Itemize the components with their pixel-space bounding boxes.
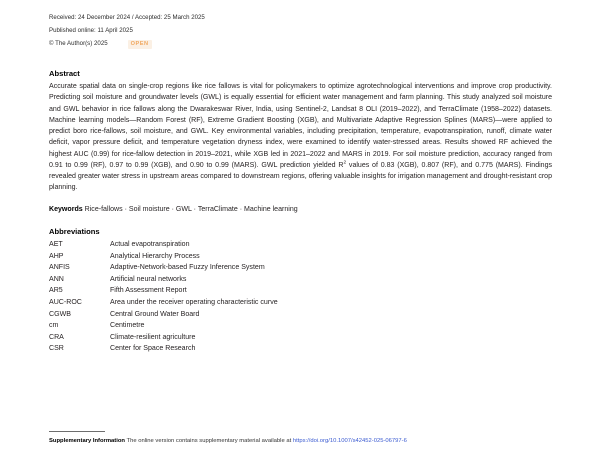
supplementary-text — [49, 437, 552, 446]
footer-divider — [49, 431, 105, 432]
abbreviation-definition: Fifth Assessment Report — [110, 287, 187, 295]
publication-dates — [49, 11, 552, 51]
received-accepted-line: Received: 24 December 2024 / Accepted: 25 March 2025 — [49, 14, 205, 21]
abbreviation-row — [49, 274, 552, 286]
keywords-list: Rice-fallows · Soil moisture · GWL · TerraClimate · Machine learning — [84, 206, 298, 214]
doi-link[interactable]: https://doi.org/10.1007/s42452-025-06797-6 — [292, 438, 407, 445]
copyright-line: © The Author(s) 2025 — [49, 40, 108, 48]
copyright-row — [49, 37, 552, 50]
keywords-section — [49, 204, 552, 215]
abbreviation-row — [49, 332, 552, 344]
abbreviation-term: ANFIS — [49, 264, 70, 272]
abbreviation-definition: Central Ground Water Board — [110, 310, 200, 318]
published-online-line: Published online: 11 April 2025 — [49, 27, 133, 35]
abbreviation-definition: Actual evapotranspiration — [110, 241, 190, 249]
abbreviation-row — [49, 309, 552, 321]
abbreviation-term: CGWB — [49, 310, 71, 318]
abbreviation-term: AHP — [49, 252, 64, 260]
abbreviation-definition: Adaptive-Network-based Fuzzy Inference System — [110, 264, 265, 272]
abstract-superscript: 2 — [343, 160, 347, 166]
abbreviation-definition: Centimetre — [110, 322, 145, 330]
abbreviation-term: AUC-ROC — [49, 299, 82, 307]
abbreviation-definition: Area under the receiver operating characteristic curve — [110, 299, 278, 307]
abbreviation-row — [49, 262, 552, 274]
abbreviation-definition: Artificial neural networks — [110, 275, 187, 283]
abstract-heading: Abstract — [49, 68, 80, 78]
abbreviation-definition: Center for Space Research — [110, 345, 196, 353]
abstract-text — [49, 81, 552, 194]
abbreviation-row — [49, 251, 552, 263]
abbreviation-term: CSR — [49, 345, 64, 353]
abbreviations-heading: Abbreviations — [49, 226, 100, 236]
supplementary-description: The online version contains supplementary material available at — [126, 438, 292, 445]
supplementary-label: Supplementary Information — [49, 438, 125, 445]
abbreviation-term: cm — [49, 322, 59, 330]
abstract-text-part-2: values of 0.83 (XGB), 0.807 (RF), and 0.775 (MARS). Findings revealed greater water stress in upstream areas compared to downstream regions, offering valuable insights for irrigation management and drought-resistant crop planning. — [49, 161, 553, 192]
abbreviation-row — [49, 239, 552, 251]
abstract-section — [49, 68, 552, 194]
abbreviation-row — [49, 343, 552, 355]
abbreviation-term: CRA — [49, 333, 64, 341]
abbreviation-definition: Climate-resilient agriculture — [110, 333, 196, 341]
abbreviation-row — [49, 297, 552, 309]
abstract-text-part-1: Accurate spatial data on single-crop regions like rice fallows is vital for policymakers to optimize agrotechnological interventions and improve crop productivity. Predicting soil moisture and groundwater levels (GWL) is equally essential for efficient water management and farm planning. This study analyzed soil moisture and GWL behavior in rice fallows along the Dwarakeswar River, India, using Sentinel-2, Landsat 8 OLI (2019–2022), and TerraClimate (1958–2022) datasets. Machine learning models—Random Forest (RF), Extreme Gradient Boosting (XGB), and Multivariate Adaptive Regression Splines (MARS)—were applied to predict boro rice-fallows, soil moisture, and GWL. Key environmental variables, including precipitation, temperature, evapotranspiration, runoff, climate water deficit, vapor pressure deficit, and temperature vegetation dryness index, were examined to identify water-stressed areas. Results showed RF achieved the highest AUC (0.99) for rice-fallow detection in 2019–2021, while XGB led in 2021–2022 and MARS in 2019. For soil moisture prediction, accuracy ranged from 0.91 to 0.99 (RF), 0.97 to 0.99 (XGB), and 0.90 to 0.99 (MARS). GWL prediction yielded R — [49, 83, 552, 169]
supplementary-footer — [49, 431, 552, 446]
abbreviation-definition: Analytical Hierarchy Process — [110, 252, 200, 260]
abbreviation-term: AET — [49, 241, 63, 249]
abbreviation-term: ANN — [49, 275, 64, 283]
open-access-badge: OPEN — [128, 40, 152, 49]
abbreviations-table-body — [49, 239, 552, 355]
abbreviations-table — [49, 239, 552, 355]
abbreviation-row — [49, 285, 552, 297]
abbreviations-section — [49, 226, 552, 355]
keywords-label: Keywords — [49, 206, 83, 214]
abbreviation-term: AR5 — [49, 287, 63, 295]
abbreviation-row — [49, 320, 552, 332]
